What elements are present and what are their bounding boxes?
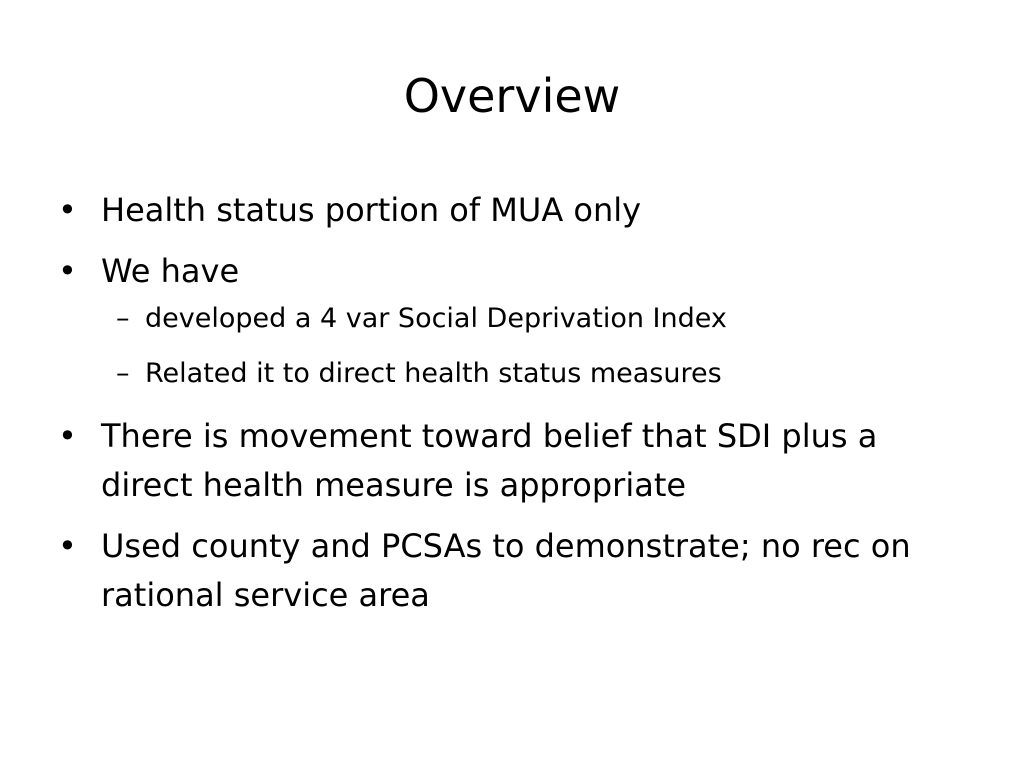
bullet-icon: • [58, 252, 77, 290]
bullet-item [58, 412, 978, 510]
bullet-icon: • [58, 417, 77, 455]
bullet-icon: • [58, 527, 77, 565]
sub-bullet-item [58, 300, 978, 338]
bullet-item [58, 522, 978, 620]
sub-bullet-text: Related it to direct health status measures [145, 358, 722, 389]
bullet-text: Used county and PCSAs to demonstrate; no rec on rational service area [101, 527, 911, 614]
dash-icon: – [116, 303, 130, 334]
slide-title: Overview [403, 69, 621, 123]
sub-bullet-item [58, 355, 978, 393]
bullet-icon: • [58, 191, 77, 229]
bullet-list [58, 186, 978, 632]
bullet-text: We have [101, 252, 240, 290]
bullet-item [58, 247, 978, 296]
sub-bullet-text: developed a 4 var Social Deprivation Index [145, 303, 727, 334]
bullet-text: There is movement toward belief that SDI plus a direct health measure is appropriate [101, 417, 878, 504]
dash-icon: – [116, 358, 130, 389]
bullet-text: Health status portion of MUA only [101, 191, 642, 229]
bullet-item [58, 186, 978, 235]
